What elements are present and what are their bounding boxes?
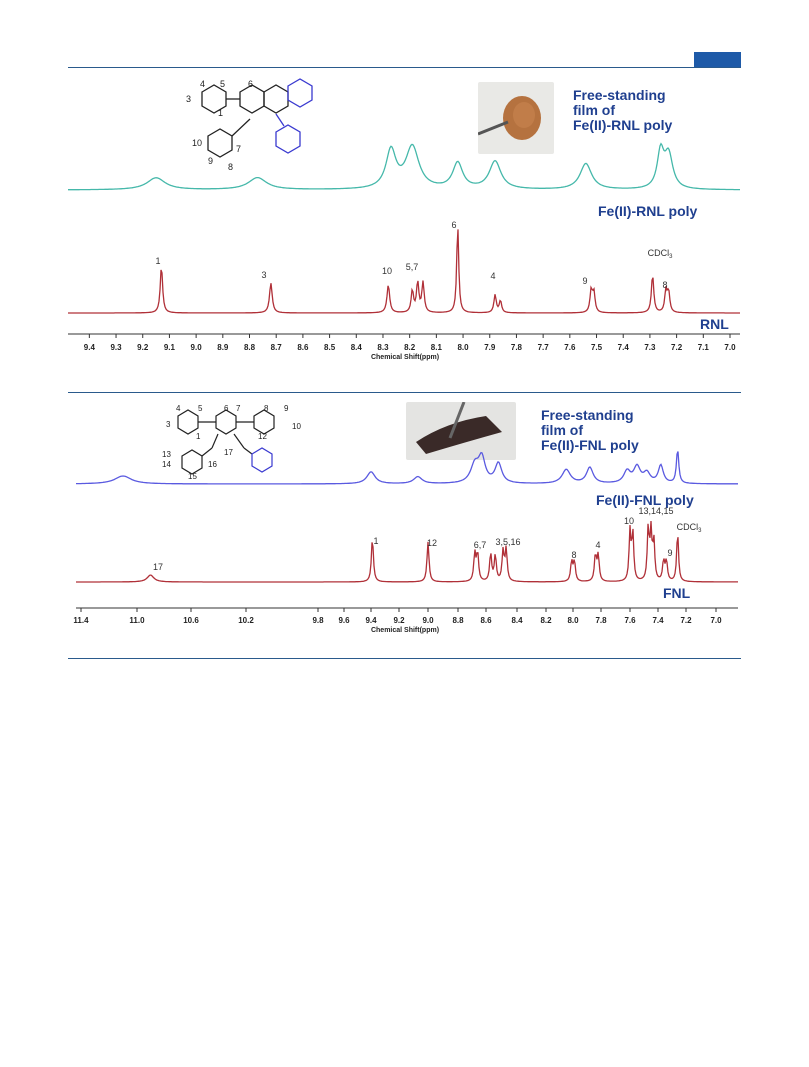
fnl-peak-label: CDCl$_3$: [676, 522, 702, 534]
fnl-peak-label: 1: [373, 536, 379, 546]
struct-num: 12: [258, 432, 267, 441]
rnl-x-tick-label: 7.0: [724, 343, 736, 352]
rnl-x-tick-label: 7.2: [671, 343, 683, 352]
rnl-x-tick-label: 7.5: [590, 343, 603, 352]
rnl-x-axis-label: Chemical Shift(ppm): [370, 354, 440, 361]
fnl-x-tick-label: 9.2: [393, 616, 405, 625]
fnl-poly-label: Fe(II)-FNL poly: [596, 492, 694, 508]
rnl-x-tick-label: 9.0: [190, 343, 202, 352]
struct-num: 4: [200, 79, 206, 89]
fnl-x-tick-label: 11.4: [73, 616, 89, 625]
caption-line: Free-standing: [573, 87, 666, 103]
fnl-x-tick-label: 8.6: [480, 616, 492, 625]
fnl-peak-label: 10: [623, 516, 635, 526]
struct-num: 3: [186, 94, 192, 104]
fnl-x-tick-label: 10.6: [183, 616, 199, 625]
struct-num: 15: [188, 472, 197, 481]
fe-fnl-poly-trace: [76, 452, 738, 484]
struct-num: 7: [236, 404, 241, 413]
fnl-x-tick-label: 8.4: [511, 616, 523, 625]
rnl-peak-label: 4: [490, 271, 496, 281]
rnl-x-tick-label: 8.7: [270, 343, 282, 352]
fnl-peak-label: 17: [152, 562, 164, 572]
rnl-x-tick-label: 7.1: [697, 343, 709, 352]
rnl-x-tick-label: 7.7: [537, 343, 549, 352]
rnl-x-tick-label: 7.4: [617, 343, 629, 352]
caption-line: Fe(II)-FNL poly: [541, 437, 639, 453]
rnl-peak-label: 1: [155, 256, 161, 266]
rnl-x-tick-label: 8.5: [324, 343, 336, 352]
struct-num: 13: [162, 450, 171, 459]
rnl-x-tick-label: 8.6: [297, 343, 309, 352]
struct-num: 14: [162, 460, 171, 469]
struct-num: 5: [220, 79, 226, 89]
struct-num: 5: [198, 404, 203, 413]
fnl-x-tick-label: 8.8: [452, 616, 464, 625]
rnl-x-tick-label: 8.2: [404, 343, 416, 352]
struct-num: 6: [248, 79, 254, 89]
rnl-x-tick-label: 8.4: [350, 343, 362, 352]
rnl-x-tick-label: 8.9: [217, 343, 229, 352]
caption-line: Free-standing: [541, 407, 634, 423]
struct-num: 1: [218, 108, 224, 118]
rnl-x-tick-label: 8.1: [430, 343, 442, 352]
struct-num: 17: [224, 448, 233, 457]
struct-num: 10: [192, 138, 203, 148]
fnl-peak-label: 6,7: [473, 540, 487, 550]
rnl-x-tick-label: 9.2: [137, 343, 149, 352]
rnl-peak-label: 10: [381, 266, 393, 276]
rnl-peak-label: CDCl$_3$: [647, 248, 673, 260]
struct-num: 10: [292, 422, 301, 431]
struct-num: 6: [224, 404, 229, 413]
rnl-x-tick-label: 7.9: [484, 343, 496, 352]
struct-num: 7: [236, 144, 242, 154]
fnl-x-tick-label: 7.0: [710, 616, 722, 625]
caption-line: film of: [541, 422, 583, 438]
fnl-x-tick-label: 9.8: [312, 616, 324, 625]
fnl-ligand-label: FNL: [663, 585, 691, 601]
fnl-x-tick-label: 7.6: [624, 616, 636, 625]
rnl-x-tick-label: 9.1: [163, 343, 175, 352]
fnl-x-tick-label: 11.0: [129, 616, 145, 625]
fnl-peak-label: 12: [426, 538, 438, 548]
rnl-peak-label: 9: [582, 276, 588, 286]
fnl-peak-label: 8: [571, 550, 577, 560]
caption-line: Fe(II)-RNL poly: [573, 117, 673, 133]
fnl-x-tick-label: 7.8: [595, 616, 607, 625]
rnl-x-tick-label: 7.8: [510, 343, 523, 352]
rnl-peak-label: 6: [451, 220, 457, 230]
fnl-x-tick-label: 9.6: [338, 616, 350, 625]
fnl-x-tick-label: 7.2: [680, 616, 692, 625]
fnl-x-tick-label: 9.4: [365, 616, 377, 625]
struct-num: 4: [176, 404, 181, 413]
struct-num: 1: [196, 432, 201, 441]
rnl-peak-label: 3: [261, 270, 267, 280]
fnl-x-tick-label: 8.2: [540, 616, 552, 625]
struct-num: 3: [166, 420, 171, 429]
rnl-x-tick-label: 8.3: [377, 343, 389, 352]
rnl-peak-label: 8: [662, 280, 668, 290]
fnl-ligand-trace: [76, 521, 738, 582]
fnl-x-axis-label: Chemical Shift(ppm): [370, 627, 440, 634]
rnl-poly-label: Fe(II)-RNL poly: [598, 203, 698, 219]
struct-num: 8: [264, 404, 269, 413]
struct-num: 9: [208, 156, 214, 166]
rnl-peak-label: 5,7: [405, 262, 419, 272]
struct-num: 8: [228, 162, 234, 172]
rnl-x-tick-label: 7.3: [644, 343, 656, 352]
rnl-x-tick-label: 9.3: [110, 343, 122, 352]
fnl-peak-label: 3,5,16: [495, 537, 521, 547]
rnl-x-tick-label: 7.6: [564, 343, 576, 352]
caption-line: film of: [573, 102, 615, 118]
fnl-x-tick-label: 8.0: [567, 616, 579, 625]
fnl-x-tick-label: 7.4: [652, 616, 664, 625]
fnl-peak-label: 9: [667, 548, 673, 558]
rnl-x-tick-label: 9.4: [83, 343, 95, 352]
rnl-x-tick-label: 8.8: [243, 343, 256, 352]
fnl-peak-label: 4: [595, 540, 601, 550]
struct-num: 16: [208, 460, 217, 469]
struct-num: 9: [284, 404, 289, 413]
fnl-x-tick-label: 9.0: [422, 616, 434, 625]
fnl-peak-label: 13,14,15: [638, 506, 674, 516]
rnl-ligand-label: RNL: [700, 316, 729, 332]
rnl-x-tick-label: 8.0: [457, 343, 469, 352]
fnl-x-tick-label: 10.2: [238, 616, 254, 625]
